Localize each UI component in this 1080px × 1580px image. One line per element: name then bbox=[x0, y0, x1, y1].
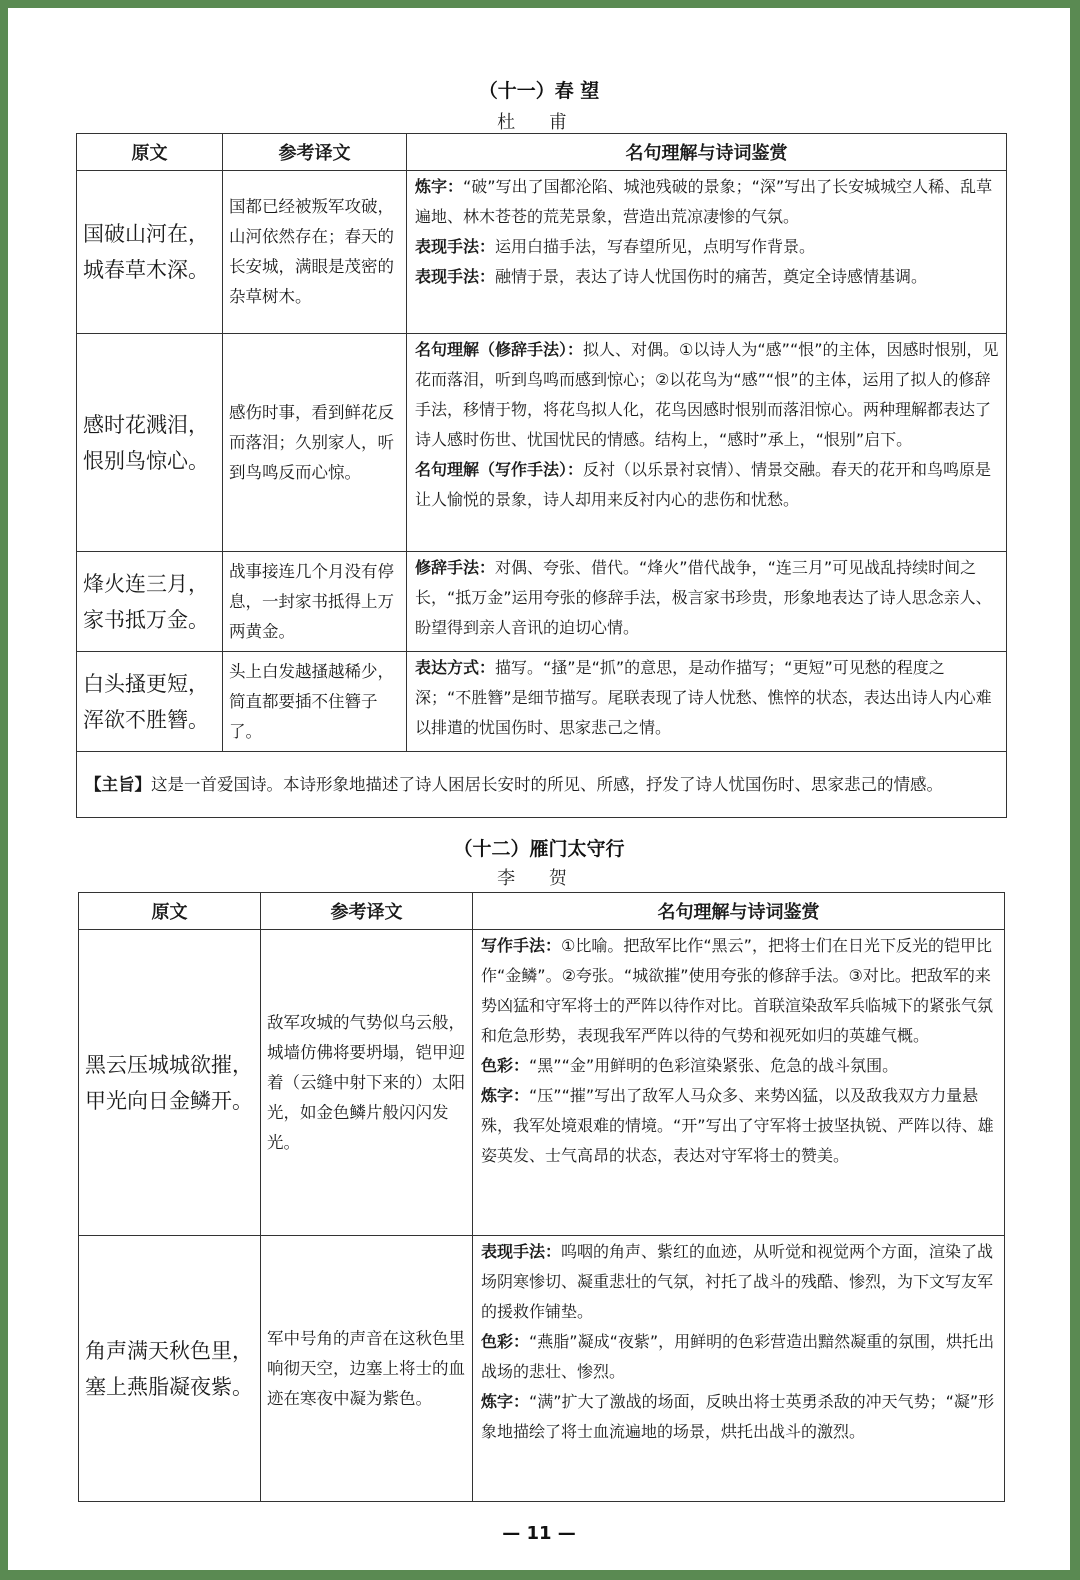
analysis-item bbox=[415, 455, 1000, 515]
poem1-author: 杜 甫 bbox=[497, 112, 581, 133]
analysis-text: “破”写出了国都沦陷、城池残破的景象；“深”写出了长安城城空人稀、乱草遍地、林木苍苍的荒芜景象，营造出荒凉凄惨的气氛。 bbox=[415, 177, 993, 226]
header-original: 原文 bbox=[77, 134, 223, 171]
original-text bbox=[79, 930, 261, 1236]
analysis-text: 对偶、夸张、借代。“烽火”借代战争，“连三月”可见战乱持续时间之长，“抵万金”运用夸张的修辞手法，极言家书珍贵，形象地表达了诗人思念亲人、盼望得到亲人音讯的迫切心情。 bbox=[415, 558, 992, 637]
analysis-item bbox=[481, 1327, 998, 1387]
translation-text: 头上白发越搔越稀少，简直都要插不住簪子了。 bbox=[223, 652, 407, 752]
theme-text: 这是一首爱国诗。本诗形象地描述了诗人困居长安时的所见、所感，抒发了诗人忧国伤时、思家悲己的情感。 bbox=[151, 774, 943, 794]
analysis-label: 名句理解（修辞手法）： bbox=[415, 340, 584, 359]
analysis-text: “满”扩大了激战的场面，反映出将士英勇杀敌的冲天气势；“凝”形象地描绘了将士血流遍地的场景，烘托出战斗的激烈。 bbox=[481, 1392, 995, 1441]
analysis-text: “燕脂”凝成“夜紫”，用鲜明的色彩营造出黯然凝重的氛围，烘托出战场的悲壮、惨烈。 bbox=[481, 1332, 995, 1381]
original-text bbox=[77, 334, 223, 552]
table-row bbox=[79, 1236, 1005, 1502]
original-line: 角声满天秋色里， bbox=[85, 1338, 253, 1363]
analysis-cell bbox=[473, 930, 1005, 1236]
translation-text: 战事接连几个月没有停息，一封家书抵得上万两黄金。 bbox=[223, 552, 407, 652]
original-text bbox=[77, 171, 223, 334]
original-line: 白头搔更短， bbox=[83, 671, 209, 696]
table-header-row bbox=[79, 893, 1005, 930]
analysis-label: 色彩： bbox=[481, 1056, 530, 1075]
analysis-cell bbox=[407, 171, 1007, 334]
page-number: — 11 — bbox=[502, 1523, 576, 1544]
analysis-text: 运用白描手法，写春望所见，点明写作背景。 bbox=[495, 237, 816, 256]
analysis-item bbox=[415, 232, 1000, 262]
table-row bbox=[77, 334, 1007, 552]
analysis-text: 融情于景，表达了诗人忧国伤时的痛苦，奠定全诗感情基调。 bbox=[495, 267, 928, 286]
analysis-label: 表现手法： bbox=[481, 1242, 562, 1261]
analysis-label: 表达方式： bbox=[415, 658, 496, 677]
analysis-label: 写作手法： bbox=[481, 936, 562, 955]
analysis-label: 表现手法： bbox=[415, 267, 496, 286]
original-text bbox=[79, 1236, 261, 1502]
header-analysis: 名句理解与诗词鉴赏 bbox=[407, 134, 1007, 171]
translation-text: 感伤时事，看到鲜花反而落泪；久别家人，听到鸟鸣反而心惊。 bbox=[223, 334, 407, 552]
original-line: 烽火连三月， bbox=[83, 571, 209, 596]
analysis-label: 表现手法： bbox=[415, 237, 496, 256]
theme-row bbox=[77, 752, 1007, 818]
header-translation: 参考译文 bbox=[261, 893, 473, 930]
translation-text: 国都已经被叛军攻破，山河依然存在；春天的长安城，满眼是茂密的杂草树木。 bbox=[223, 171, 407, 334]
table-row bbox=[79, 930, 1005, 1236]
header-analysis: 名句理解与诗词鉴赏 bbox=[473, 893, 1005, 930]
analysis-text: ①比喻。把敌军比作“黑云”，把将士们在日光下反光的铠甲比作“金鳞”。②夸张。“城欲摧”使用夸张的修辞手法。③对比。把敌军的来势凶猛和守军将士的严阵以待作对比。首联渲染敌军兵临城下的紧张气氛和危急形势，表现我军严阵以待的气势和视死如归的英雄气概。 bbox=[481, 936, 994, 1045]
analysis-label: 修辞手法： bbox=[415, 558, 496, 577]
analysis-text: 拟人、对偶。①以诗人为“感”“恨”的主体，因感时恨别，见花而落泪，听到鸟鸣而感到惊心；②以花鸟为“感”“恨”的主体，运用了拟人的修辞手法，移情于物，将花鸟拟人化，花鸟因感时恨别而落泪惊心。两种理解都表达了诗人感时伤世、忧国忧民的情感。结构上，“感时”承上，“恨别”启下。 bbox=[415, 340, 999, 449]
table-row bbox=[77, 652, 1007, 752]
translation-text: 军中号角的声音在这秋色里响彻天空，边塞上将士的血迹在寒夜中凝为紫色。 bbox=[261, 1236, 473, 1502]
original-line: 塞上燕脂凝夜紫。 bbox=[85, 1374, 253, 1399]
analysis-item bbox=[481, 1387, 998, 1447]
original-line: 国破山河在， bbox=[83, 222, 209, 246]
analysis-cell bbox=[407, 652, 1007, 752]
poem2-title: （十二）雁门太守行 bbox=[453, 838, 625, 860]
original-line: 浑欲不胜簪。 bbox=[83, 707, 209, 732]
original-text bbox=[77, 652, 223, 752]
analysis-item bbox=[481, 1237, 998, 1327]
analysis-label: 炼字： bbox=[481, 1086, 530, 1105]
analysis-item bbox=[415, 553, 1000, 643]
header-original: 原文 bbox=[79, 893, 261, 930]
table-row bbox=[77, 552, 1007, 652]
theme-label: 【主旨】 bbox=[85, 774, 151, 794]
analysis-cell bbox=[407, 334, 1007, 552]
poem2-table bbox=[78, 892, 1005, 1502]
analysis-text: “压”“摧”写出了敌军人马众多、来势凶猛，以及敌我双方力量悬殊，我军处境艰难的情境。“开”写出了守军将士披坚执锐、严阵以待、雄姿英发、士气高昂的状态，表达对守军将士的赞美。 bbox=[481, 1086, 994, 1165]
analysis-cell bbox=[473, 1236, 1005, 1502]
document-page bbox=[8, 8, 1070, 1570]
analysis-text: 呜咽的角声、紫红的血迹，从听觉和视觉两个方面，渲染了战场阴寒惨切、凝重悲壮的气氛，衬托了战斗的残酷、惨烈，为下文写友军的援救作铺垫。 bbox=[481, 1242, 994, 1321]
table-header-row bbox=[77, 134, 1007, 171]
header-translation: 参考译文 bbox=[223, 134, 407, 171]
original-line: 感时花溅泪， bbox=[83, 412, 209, 437]
analysis-text: 反衬（以乐景衬哀情）、情景交融。春天的花开和鸟鸣原是让人愉悦的景象，诗人却用来反衬内心的悲伤和忧愁。 bbox=[415, 460, 992, 509]
analysis-label: 炼字： bbox=[481, 1392, 530, 1411]
analysis-cell bbox=[407, 552, 1007, 652]
original-line: 城春草木深。 bbox=[83, 258, 209, 282]
analysis-label: 名句理解（写作手法）： bbox=[415, 460, 584, 479]
analysis-text: “黑”“金”用鲜明的色彩渲染紧张、危急的战斗氛围。 bbox=[529, 1056, 899, 1075]
theme-cell bbox=[77, 752, 1007, 818]
original-line: 甲光向日金鳞开。 bbox=[85, 1088, 253, 1113]
original-line: 黑云压城城欲摧， bbox=[85, 1052, 253, 1077]
analysis-item bbox=[481, 1051, 998, 1081]
poem1-table bbox=[76, 133, 1007, 818]
analysis-label: 色彩： bbox=[481, 1332, 530, 1351]
analysis-item bbox=[415, 172, 1000, 232]
original-text bbox=[77, 552, 223, 652]
analysis-item bbox=[415, 262, 1000, 292]
analysis-text: 描写。“搔”是“抓”的意思，是动作描写；“更短”可见愁的程度之深；“不胜簪”是细节描写。尾联表现了诗人忧愁、憔悴的状态，表达出诗人内心难以排遣的忧国伤时、思家悲己之情。 bbox=[415, 658, 992, 737]
analysis-label: 炼字： bbox=[415, 177, 464, 196]
original-line: 家书抵万金。 bbox=[83, 607, 209, 632]
original-line: 恨别鸟惊心。 bbox=[83, 448, 209, 473]
poem1-title: （十一）春 望 bbox=[478, 80, 600, 102]
analysis-item bbox=[481, 1081, 998, 1171]
table-row bbox=[77, 171, 1007, 334]
analysis-item bbox=[481, 931, 998, 1051]
analysis-item bbox=[415, 335, 1000, 455]
translation-text: 敌军攻城的气势似乌云般，城墙仿佛将要坍塌，铠甲迎着（云缝中射下来的）太阳光，如金色鳞片般闪闪发光。 bbox=[261, 930, 473, 1236]
poem2-author: 李 贺 bbox=[497, 868, 581, 889]
analysis-item bbox=[415, 653, 1000, 743]
